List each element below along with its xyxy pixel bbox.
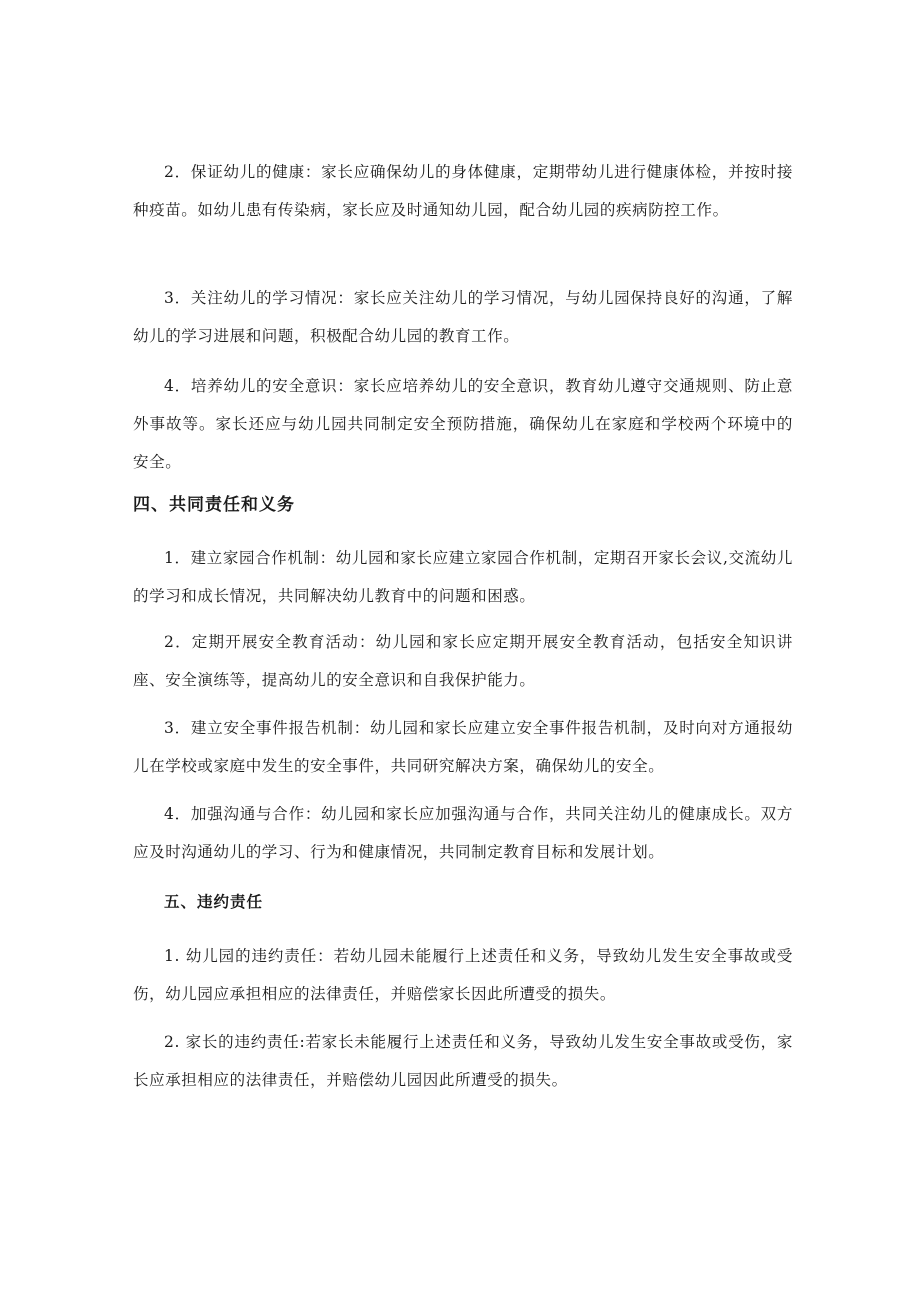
paragraph-incident-reporting: 3．建立安全事件报告机制：幼儿园和家长应建立安全事件报告机制，及时向对方通报幼儿在学校或家庭中发生的安全事件，共同研究解决方案，确保幼儿的安全。 (133, 719, 793, 775)
section-heading-liability: 五、违约责任 (164, 892, 264, 911)
section-heading-joint-responsibility: 四、共同责任和义务 (133, 495, 295, 515)
paragraph-kindergarten-liability: 1. 幼儿园的违约责任：若幼儿园未能履行上述责任和义务，导致幼儿发生安全事故或受伤，幼儿园应承担相应的法律责任，并赔偿家长因此所遭受的损失。 (133, 947, 793, 1003)
paragraph-safety-awareness: 4．培养幼儿的安全意识：家长应培养幼儿的安全意识，教育幼儿遵守交通规则、防止意外事故等。家长还应与幼儿园共同制定安全预防措施，确保幼儿在家庭和学校两个环境中的安全。 (133, 377, 793, 471)
paragraph-learning: 3．关注幼儿的学习情况：家长应关注幼儿的学习情况，与幼儿园保持良好的沟通，了解幼儿的学习进展和问题，积极配合幼儿园的教育工作。 (133, 289, 793, 345)
paragraph-safety-education: 2．定期开展安全教育活动：幼儿园和家长应定期开展安全教育活动，包括安全知识讲座、安全演练等，提高幼儿的安全意识和自我保护能力。 (133, 633, 793, 689)
paragraph-cooperation-mechanism: 1．建立家园合作机制：幼儿园和家长应建立家园合作机制，定期召开家长会议,交流幼儿的学习和成长情况，共同解决幼儿教育中的问题和困惑。 (133, 549, 793, 605)
paragraph-health: 2．保证幼儿的健康：家长应确保幼儿的身体健康，定期带幼儿进行健康体检，并按时接种疫苗。如幼儿患有传染病，家长应及时通知幼儿园，配合幼儿园的疾病防控工作。 (133, 163, 793, 219)
paragraph-communication: 4．加强沟通与合作：幼儿园和家长应加强沟通与合作，共同关注幼儿的健康成长。双方应及时沟通幼儿的学习、行为和健康情况，共同制定教育目标和发展计划。 (133, 805, 793, 861)
paragraph-parent-liability: 2. 家长的违约责任:若家长未能履行上述责任和义务，导致幼儿发生安全事故或受伤，家长应承担相应的法律责任，并赔偿幼儿园因此所遭受的损失。 (133, 1033, 793, 1089)
